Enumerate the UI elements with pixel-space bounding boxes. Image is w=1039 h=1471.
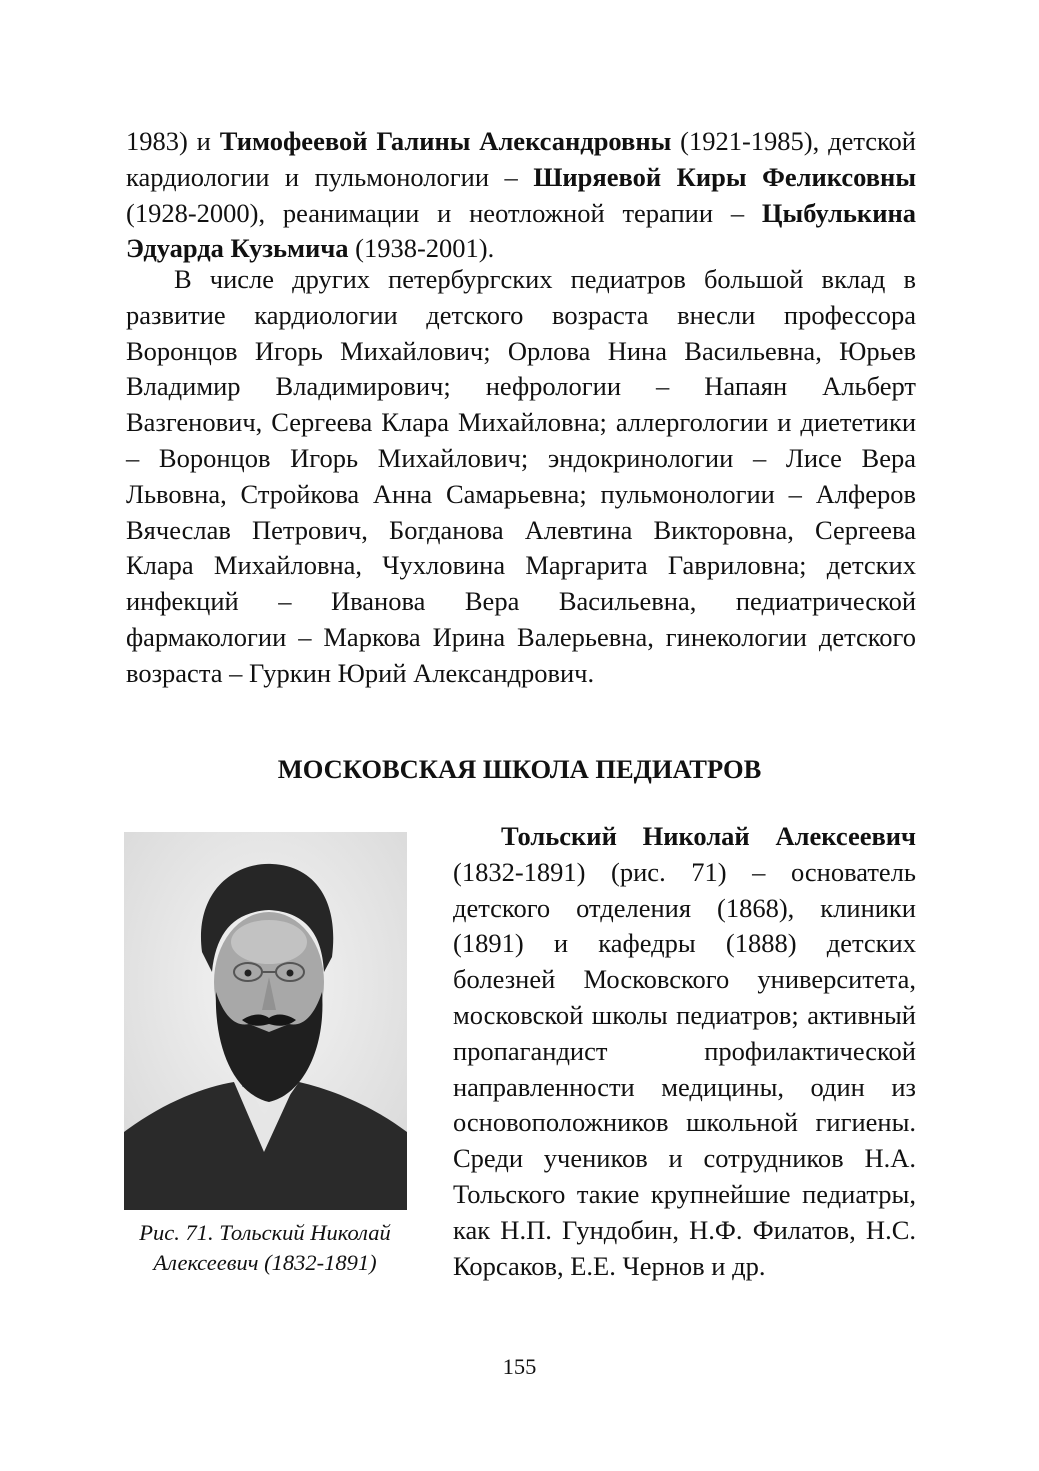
page-number: 155 [502, 1354, 537, 1379]
figure-caption [110, 1218, 420, 1278]
bold-name: Ширяевой Киры Феликсовны [533, 161, 917, 192]
portrait-photo [124, 832, 407, 1210]
text-run: (1921-1985), детской кардиологии и пульмонологии – [126, 126, 916, 192]
text-run: (1938-2001). [348, 233, 495, 264]
paragraph-petersburg-pediatricians [126, 262, 916, 692]
caption-line: Рис. 71. Тольский Николай [139, 1220, 391, 1245]
biography-paragraph [453, 819, 916, 1284]
section-heading: МОСКОВСКАЯ ШКОЛА ПЕДИАТРОВ [277, 754, 762, 784]
bold-name: Цыбулькина Эдуарда Кузьмича [126, 197, 916, 264]
text-run: 1983) и [126, 126, 220, 156]
bio-text: (1832-1891) (рис. 71) – основатель детского отделения (1868), клиники (1891) и кафедры (1888) детских болезней Московского университета, московской школы педиатров; активный пропагандист профилактической направленности медицины, один из основоположников школьной гигиены. Среди учеников и сотрудников Н.А. Тольского такие крупнейшие педиатры, как Н.П. Гундобин, Н.Ф. Филатов, Н.С. Корсаков, Е.Е. Чернов и др. [453, 856, 916, 1281]
bold-name: Тольский Николай Алексеевич [501, 821, 916, 851]
portrait-drawing [124, 832, 407, 1210]
bold-name: Тимофеевой Галины Александровны [219, 126, 672, 156]
caption-line: Алексеевич (1832-1891) [153, 1250, 377, 1275]
paragraph-continued [126, 124, 916, 267]
text-run: (1928-2000), реанимации и неотложной терапии – [126, 197, 762, 228]
paragraph-text: В числе других петербургских педиатров большой вклад в развитие кардиологии детского возраста внесли профессора Воронцов Игорь Михайлович; Орлова Нина Васильевна, Юрьев Владимир Владимирович; нефрологии – Напаян Альберт Вазгенович, Сергеева Клара Михайловна; аллергологии и диететики – Воронцов Игорь Михайлович; эндокринологии – Лисе Вера Львовна, Стройкова Анна Самарьевна; пульмонологии – Алферов Вячеслав Петрович, Богданова Алевтина Викторовна, Сергеева Клара Михайловна, Чухловина Маргарита Гавриловна; детских инфекций – Иванова Вера Васильевна, педиатрической фармакологии – Маркова Ирина Валерьевна, гинекологии детского возраста – Гуркин Юрий Александрович. [126, 264, 916, 688]
